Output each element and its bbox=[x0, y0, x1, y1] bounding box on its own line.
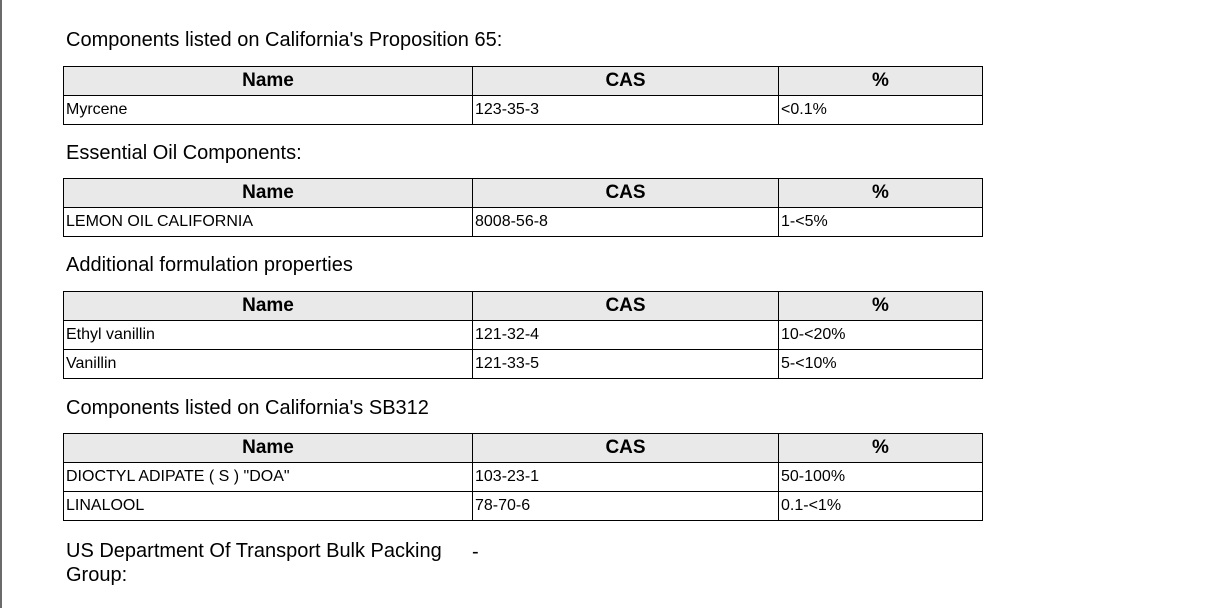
cell-cas: 8008-56-8 bbox=[473, 208, 779, 237]
table-row bbox=[64, 350, 983, 379]
page-left-border bbox=[0, 0, 2, 608]
table-row bbox=[64, 208, 983, 237]
table-prop65 bbox=[63, 66, 983, 125]
table-row bbox=[64, 321, 983, 350]
table-header-row bbox=[64, 434, 983, 463]
column-header-cas: CAS bbox=[473, 179, 779, 208]
cell-name: LEMON OIL CALIFORNIA bbox=[64, 208, 473, 237]
column-header-name: Name bbox=[64, 179, 473, 208]
cell-name: Ethyl vanillin bbox=[64, 321, 473, 350]
cell-name: Myrcene bbox=[64, 96, 473, 125]
transport-value: - bbox=[472, 541, 479, 563]
table-header-row bbox=[64, 292, 983, 321]
cell-percent: <0.1% bbox=[779, 96, 983, 125]
table-row bbox=[64, 463, 983, 492]
cell-name: DIOCTYL ADIPATE ( S ) "DOA" bbox=[64, 463, 473, 492]
column-header-cas: CAS bbox=[473, 434, 779, 463]
column-header-name: Name bbox=[64, 434, 473, 463]
table-header-row bbox=[64, 67, 983, 96]
column-header-percent: % bbox=[779, 434, 983, 463]
cell-cas: 121-33-5 bbox=[473, 350, 779, 379]
cell-name: LINALOOL bbox=[64, 492, 473, 521]
table-sb312 bbox=[63, 433, 983, 521]
cell-cas: 121-32-4 bbox=[473, 321, 779, 350]
section-title-essential-oil: Essential Oil Components: bbox=[66, 142, 302, 164]
transport-label-line2: Group: bbox=[66, 564, 128, 586]
table-header-row bbox=[64, 179, 983, 208]
column-header-percent: % bbox=[779, 179, 983, 208]
column-header-cas: CAS bbox=[473, 67, 779, 96]
column-header-cas: CAS bbox=[473, 292, 779, 321]
cell-percent: 1-<5% bbox=[779, 208, 983, 237]
cell-cas: 78-70-6 bbox=[473, 492, 779, 521]
cell-cas: 103-23-1 bbox=[473, 463, 779, 492]
section-title-prop65: Components listed on California's Proposition 65: bbox=[66, 29, 503, 51]
table-row bbox=[64, 96, 983, 125]
section-title-additional-properties: Additional formulation properties bbox=[66, 254, 353, 276]
column-header-percent: % bbox=[779, 292, 983, 321]
column-header-name: Name bbox=[64, 292, 473, 321]
table-additional-properties bbox=[63, 291, 983, 379]
column-header-percent: % bbox=[779, 67, 983, 96]
cell-percent: 50-100% bbox=[779, 463, 983, 492]
cell-cas: 123-35-3 bbox=[473, 96, 779, 125]
section-title-sb312: Components listed on California's SB312 bbox=[66, 397, 429, 419]
table-row bbox=[64, 492, 983, 521]
column-header-name: Name bbox=[64, 67, 473, 96]
cell-name: Vanillin bbox=[64, 350, 473, 379]
cell-percent: 5-<10% bbox=[779, 350, 983, 379]
table-essential-oil bbox=[63, 178, 983, 237]
cell-percent: 10-<20% bbox=[779, 321, 983, 350]
cell-percent: 0.1-<1% bbox=[779, 492, 983, 521]
transport-label-line1: US Department Of Transport Bulk Packing bbox=[66, 540, 442, 562]
